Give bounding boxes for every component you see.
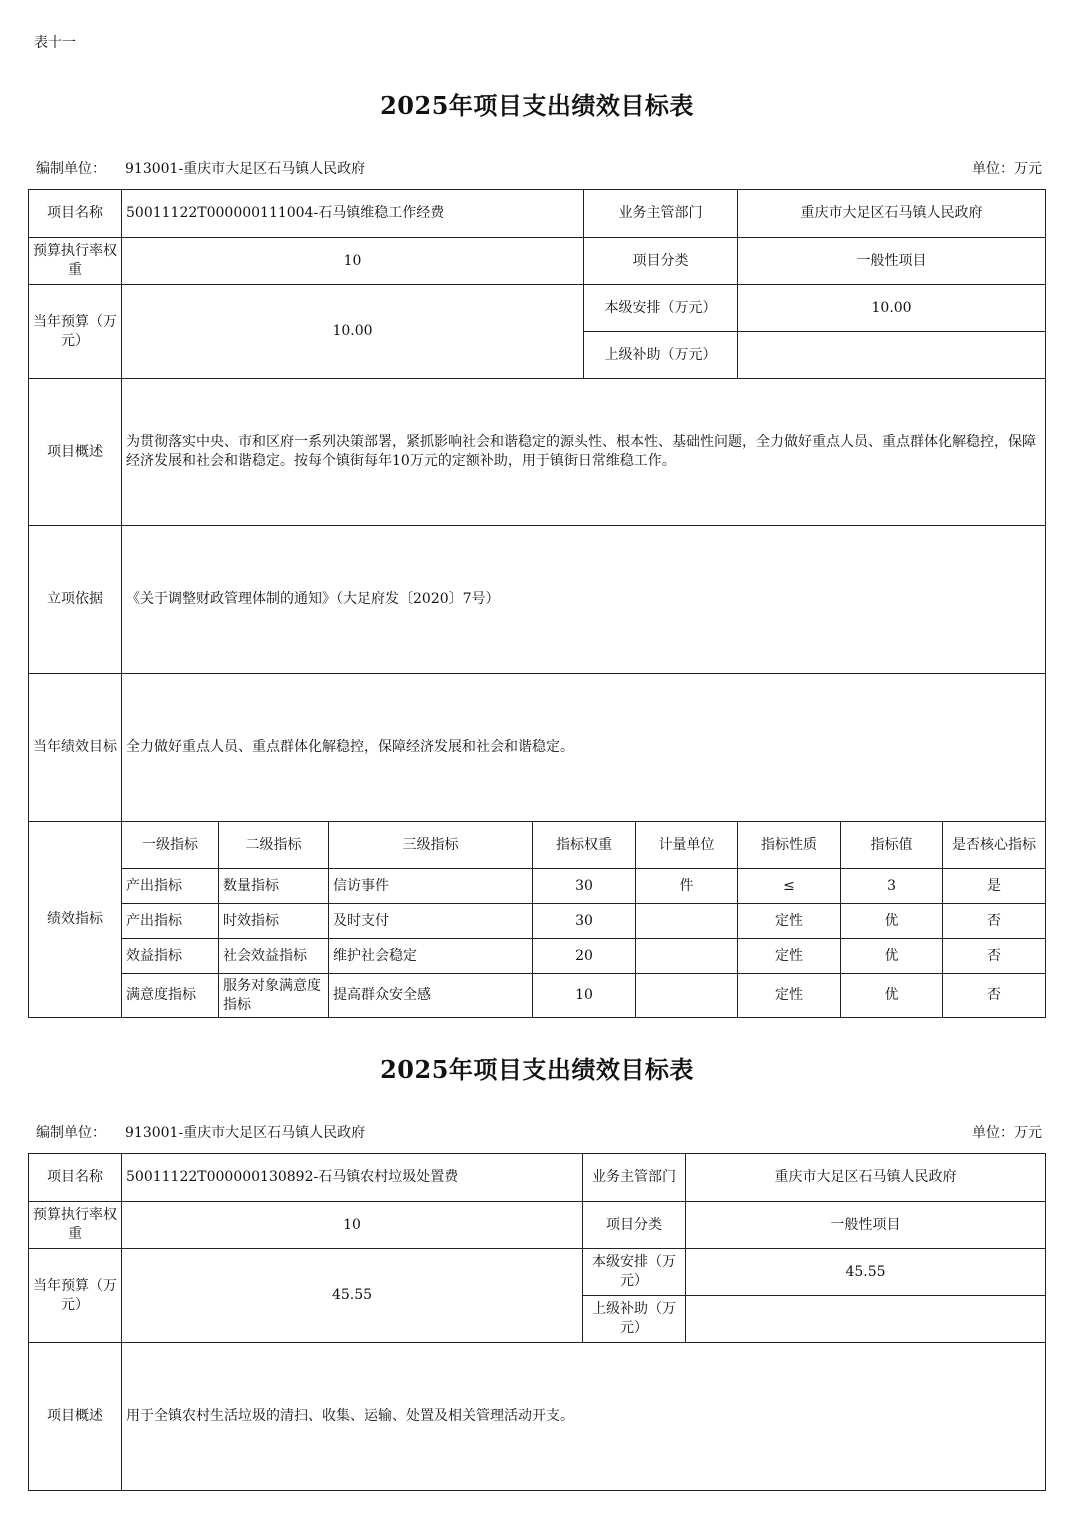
label-weight: 预算执行率权重 (29, 1202, 122, 1249)
header-core: 是否核心指标 (943, 822, 1046, 869)
header-level3: 三级指标 (329, 822, 533, 869)
table-title: 2025年项目支出绩效目标表 (380, 91, 694, 120)
indicator-level3: 维护社会稳定 (329, 939, 533, 974)
table-row (29, 869, 1046, 904)
indicator-value: 3 (841, 869, 943, 904)
value-project-name: 50011122T000000111004-石马镇维稳工作经费 (122, 190, 584, 238)
indicator-level1: 产出指标 (122, 904, 219, 939)
label-dept: 业务主管部门 (584, 190, 738, 238)
indicator-level2: 数量指标 (219, 869, 329, 904)
indicator-level2: 社会效益指标 (219, 939, 329, 974)
indicator-level2: 服务对象满意度指标 (219, 974, 329, 1018)
value-local: 10.00 (738, 285, 1046, 332)
label-dept: 业务主管部门 (583, 1154, 686, 1202)
value-dept: 重庆市大足区石马镇人民政府 (686, 1154, 1046, 1202)
indicator-value: 优 (841, 904, 943, 939)
indicator-level3: 及时支付 (329, 904, 533, 939)
indicator-core: 否 (943, 974, 1046, 1018)
value-dept: 重庆市大足区石马镇人民政府 (738, 190, 1046, 238)
indicator-nature: 定性 (738, 904, 841, 939)
label-project-name: 项目名称 (29, 1154, 122, 1202)
indicator-level1: 满意度指标 (122, 974, 219, 1018)
value-overview: 用于全镇农村生活垃圾的清扫、收集、运输、处置及相关管理活动开支。 (122, 1343, 1046, 1491)
page-label: 表十一 (34, 35, 76, 51)
indicator-core: 否 (943, 904, 1046, 939)
unit-text: 单位：万元 (972, 161, 1042, 177)
label-budget: 当年预算（万元） (29, 285, 122, 379)
indicator-unit (636, 904, 738, 939)
value-upper (738, 332, 1046, 379)
value-budget: 45.55 (122, 1249, 583, 1343)
value-overview: 为贯彻落实中央、市和区府一系列决策部署，紧抓影响社会和谐稳定的源头性、根本性、基础性问题，全力做好重点人员、重点群体化解稳控，保障经济发展和社会和谐稳定。按每个镇街每年10万元的定额补助，用于镇街日常维稳工作。 (122, 379, 1046, 526)
org-label: 编制单位： (36, 1125, 106, 1141)
indicator-value: 优 (841, 939, 943, 974)
label-upper: 上级补助（万元） (583, 1296, 686, 1343)
header-nature: 指标性质 (738, 822, 841, 869)
value-budget: 10.00 (122, 285, 584, 379)
value-upper (686, 1296, 1046, 1343)
label-indicators: 绩效指标 (29, 822, 122, 1018)
header-weight: 指标权重 (533, 822, 636, 869)
label-basis: 立项依据 (29, 526, 122, 674)
label-category: 项目分类 (584, 238, 738, 285)
indicator-level1: 效益指标 (122, 939, 219, 974)
indicator-unit: 件 (636, 869, 738, 904)
label-overview: 项目概述 (29, 379, 122, 526)
table-title: 2025年项目支出绩效目标表 (380, 1055, 694, 1084)
unit-text: 单位：万元 (972, 1125, 1042, 1141)
value-project-name: 50011122T000000130892-石马镇农村垃圾处置费 (122, 1154, 583, 1202)
label-weight: 预算执行率权重 (29, 238, 122, 285)
indicator-core: 是 (943, 869, 1046, 904)
indicator-level1: 产出指标 (122, 869, 219, 904)
label-goal: 当年绩效目标 (29, 674, 122, 822)
table-row (29, 974, 1046, 1018)
header-value: 指标值 (841, 822, 943, 869)
value-weight: 10 (122, 1202, 583, 1249)
org-value: 913001-重庆市大足区石马镇人民政府 (125, 1125, 366, 1141)
table-row (29, 939, 1046, 974)
org-value: 913001-重庆市大足区石马镇人民政府 (125, 161, 366, 177)
label-project-name: 项目名称 (29, 190, 122, 238)
label-local: 本级安排（万元） (583, 1249, 686, 1296)
header-level2: 二级指标 (219, 822, 329, 869)
label-upper: 上级补助（万元） (584, 332, 738, 379)
value-goal: 全力做好重点人员、重点群体化解稳控，保障经济发展和社会和谐稳定。 (122, 674, 1046, 822)
label-overview: 项目概述 (29, 1343, 122, 1491)
indicator-weight: 30 (533, 869, 636, 904)
indicator-nature: 定性 (738, 939, 841, 974)
value-category: 一般性项目 (686, 1202, 1046, 1249)
value-weight: 10 (122, 238, 584, 285)
indicator-nature: ≤ (738, 869, 841, 904)
indicator-level3: 提高群众安全感 (329, 974, 533, 1018)
indicator-weight: 20 (533, 939, 636, 974)
indicator-unit (636, 939, 738, 974)
org-label: 编制单位： (36, 161, 106, 177)
indicator-core: 否 (943, 939, 1046, 974)
indicator-weight: 10 (533, 974, 636, 1018)
table-row (29, 904, 1046, 939)
performance-table (28, 189, 1046, 1018)
value-basis: 《关于调整财政管理体制的通知》（大足府发〔2020〕7号） (122, 526, 1046, 674)
label-budget: 当年预算（万元） (29, 1249, 122, 1343)
indicator-nature: 定性 (738, 974, 841, 1018)
indicator-value: 优 (841, 974, 943, 1018)
performance-table (28, 1153, 1046, 1491)
indicator-level3: 信访事件 (329, 869, 533, 904)
label-category: 项目分类 (583, 1202, 686, 1249)
value-category: 一般性项目 (738, 238, 1046, 285)
indicator-level2: 时效指标 (219, 904, 329, 939)
indicator-unit (636, 974, 738, 1018)
indicator-weight: 30 (533, 904, 636, 939)
header-level1: 一级指标 (122, 822, 219, 869)
header-unit: 计量单位 (636, 822, 738, 869)
label-local: 本级安排（万元） (584, 285, 738, 332)
value-local: 45.55 (686, 1249, 1046, 1296)
